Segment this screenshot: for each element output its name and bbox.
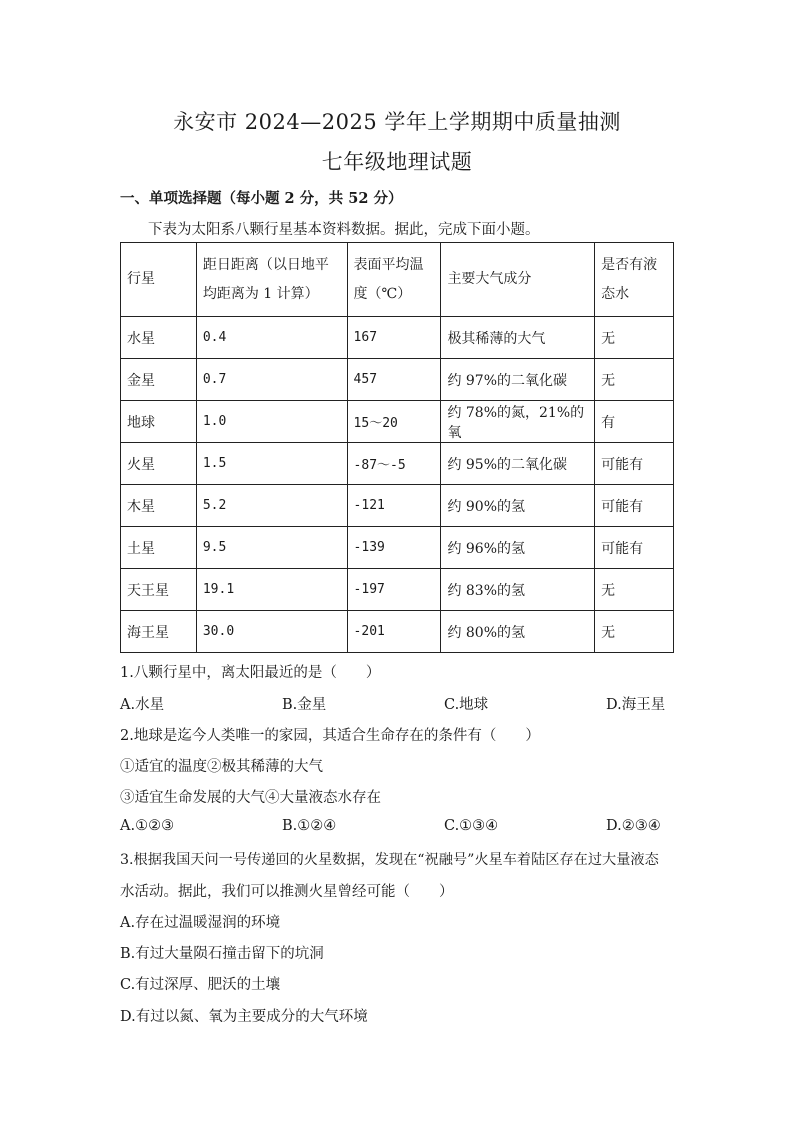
table-row <box>121 443 674 485</box>
table-row <box>121 611 674 653</box>
table-row <box>121 527 674 569</box>
cell-liquid-water: 可能有 <box>595 485 674 527</box>
cell-liquid-water: 无 <box>595 569 674 611</box>
question-3-option-b[interactable]: B.有过大量陨石撞击留下的坑洞 <box>120 946 324 962</box>
cell-temperature: 457 <box>347 359 441 401</box>
cell-planet: 木星 <box>121 485 197 527</box>
cell-atmosphere: 约 78%的氮，21%的氧 <box>441 401 595 443</box>
cell-temperature: -201 <box>347 611 441 653</box>
question-1-option-c[interactable]: C.地球 <box>444 697 489 713</box>
exam-title: 永安市 2024—2025 学年上学期期中质量抽测 <box>173 110 621 134</box>
cell-planet: 天王星 <box>121 569 197 611</box>
header-cell-atmosphere: 主要大气成分 <box>441 243 595 317</box>
question-1-option-d[interactable]: D.海王星 <box>606 697 666 713</box>
cell-temperature: 15～20 <box>347 401 441 443</box>
section-heading: 一、单项选择题（每小题 2 分，共 52 分） <box>120 190 403 207</box>
cell-distance: 19.1 <box>196 569 347 611</box>
question-1-option-b[interactable]: B.金星 <box>282 697 327 713</box>
header-cell-temperature: 表面平均温 度（℃） <box>347 243 441 317</box>
cell-liquid-water: 可能有 <box>595 527 674 569</box>
table-header-row <box>121 243 674 317</box>
cell-atmosphere: 约 95%的二氧化碳 <box>441 443 595 485</box>
cell-liquid-water: 无 <box>595 611 674 653</box>
question-3-option-d[interactable]: D.有过以氮、氧为主要成分的大气环境 <box>120 1009 368 1025</box>
question-2-condition-line-2: ③适宜生命发展的大气④大量液态水存在 <box>120 790 381 806</box>
cell-distance: 1.0 <box>196 401 347 443</box>
planet-data-table <box>120 242 674 653</box>
cell-liquid-water: 无 <box>595 317 674 359</box>
cell-temperature: -197 <box>347 569 441 611</box>
cell-atmosphere: 约 90%的氢 <box>441 485 595 527</box>
cell-liquid-water: 有 <box>595 401 674 443</box>
cell-atmosphere: 约 80%的氢 <box>441 611 595 653</box>
question-1-option-a[interactable]: A.水星 <box>120 697 165 713</box>
cell-planet: 水星 <box>121 317 197 359</box>
cell-liquid-water: 可能有 <box>595 443 674 485</box>
cell-distance: 0.4 <box>196 317 347 359</box>
exam-subtitle: 七年级地理试题 <box>321 150 473 174</box>
cell-temperature: -139 <box>347 527 441 569</box>
cell-temperature: -87～-5 <box>347 443 441 485</box>
question-2-condition-line-1: ①适宜的温度②极其稀薄的大气 <box>120 759 323 775</box>
table-row <box>121 317 674 359</box>
table-row <box>121 359 674 401</box>
question-3-stem-line-1: 3.根据我国天问一号传递回的火星数据，发现在“祝融号”火星车着陆区存在过大量液态 <box>120 852 659 868</box>
cell-planet: 火星 <box>121 443 197 485</box>
table-row <box>121 485 674 527</box>
question-1-stem: 1.八颗行星中，离太阳最近的是（ ） <box>120 665 381 681</box>
question-3-option-c[interactable]: C.有过深厚、肥沃的土壤 <box>120 977 281 993</box>
question-2-stem: 2.地球是迄今人类唯一的家园，其适合生命存在的条件有（ ） <box>120 728 540 744</box>
cell-distance: 1.5 <box>196 443 347 485</box>
question-3-option-a[interactable]: A.存在过温暖湿润的环境 <box>120 915 281 931</box>
cell-planet: 海王星 <box>121 611 197 653</box>
question-3-stem-line-2: 水活动。据此，我们可以推测火星曾经可能（ ） <box>120 884 454 900</box>
header-cell-planet: 行星 <box>121 243 197 317</box>
cell-distance: 0.7 <box>196 359 347 401</box>
cell-atmosphere: 约 96%的氢 <box>441 527 595 569</box>
cell-distance: 9.5 <box>196 527 347 569</box>
question-2-option-b[interactable]: B.①②④ <box>282 818 337 834</box>
section-intro: 下表为太阳系八颗行星基本资料数据。据此，完成下面小题。 <box>148 222 540 238</box>
question-2-option-d[interactable]: D.②③④ <box>606 818 661 834</box>
table-row <box>121 401 674 443</box>
cell-distance: 30.0 <box>196 611 347 653</box>
cell-planet: 土星 <box>121 527 197 569</box>
cell-temperature: 167 <box>347 317 441 359</box>
cell-planet: 地球 <box>121 401 197 443</box>
header-cell-liquid-water: 是否有液 态水 <box>595 243 674 317</box>
cell-atmosphere: 极其稀薄的大气 <box>441 317 595 359</box>
cell-liquid-water: 无 <box>595 359 674 401</box>
question-2-option-c[interactable]: C.①③④ <box>444 818 499 834</box>
header-cell-distance: 距日距离（以日地平 均距离为 1 计算） <box>196 243 347 317</box>
cell-planet: 金星 <box>121 359 197 401</box>
cell-atmosphere: 约 83%的氢 <box>441 569 595 611</box>
cell-distance: 5.2 <box>196 485 347 527</box>
table-row <box>121 569 674 611</box>
cell-temperature: -121 <box>347 485 441 527</box>
cell-atmosphere: 约 97%的二氧化碳 <box>441 359 595 401</box>
question-2-option-a[interactable]: A.①②③ <box>120 818 175 834</box>
